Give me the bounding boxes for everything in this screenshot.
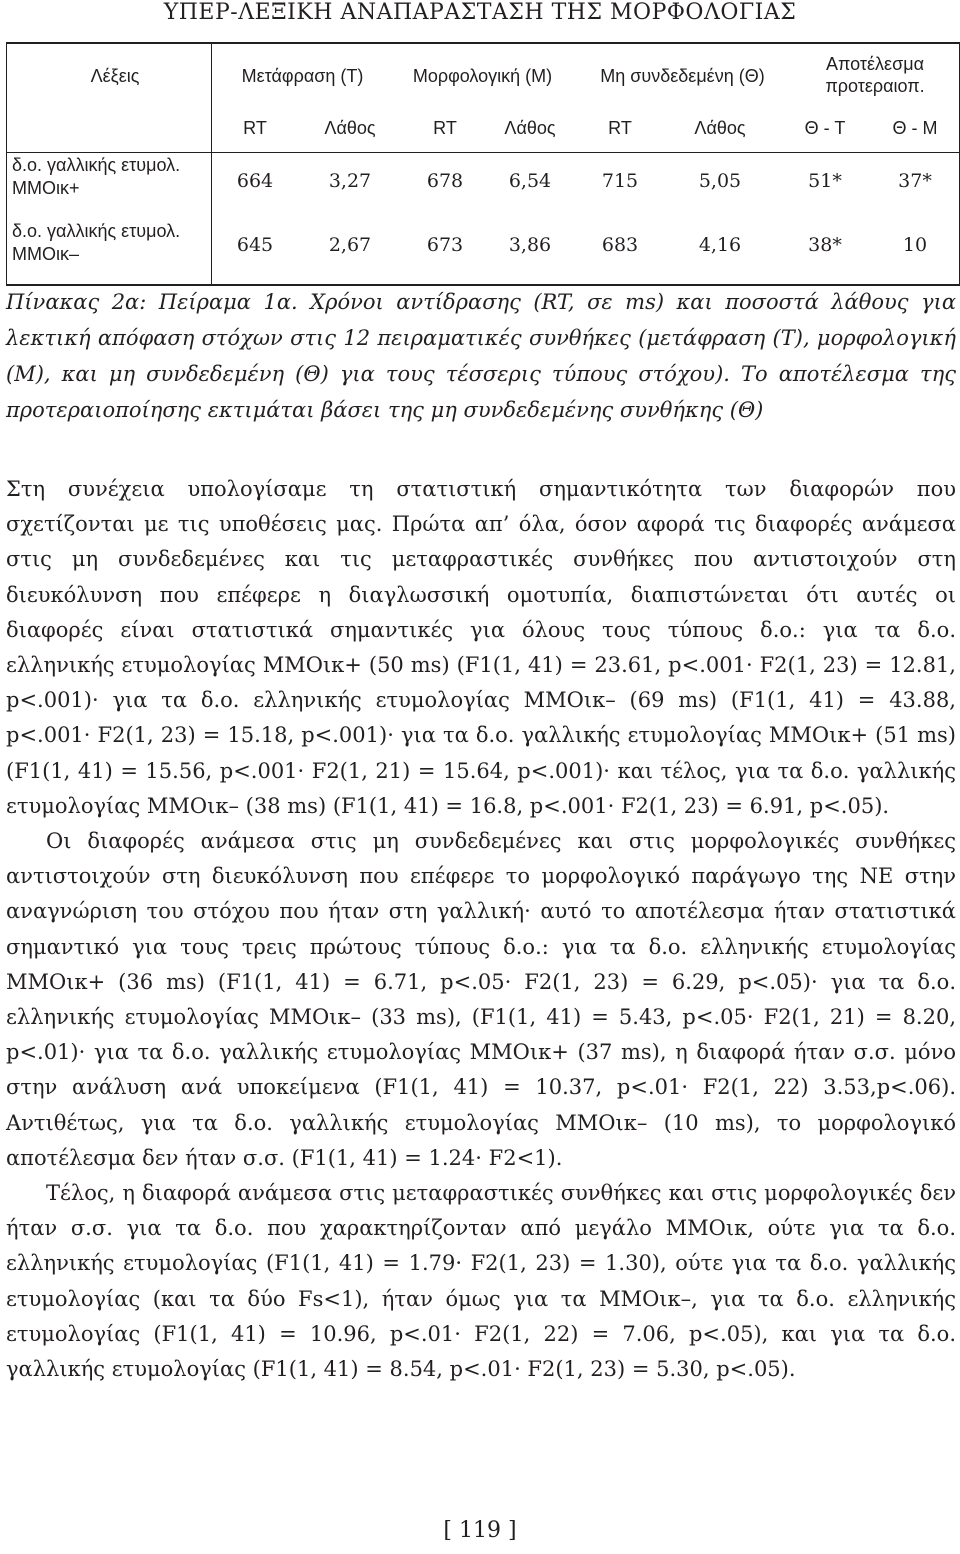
page-title: ΥΠΕΡ-ΛΕΞΙΚΗ ΑΝΑΠΑΡΑΣΤΑΣΗ ΤΗΣ ΜΟΡΦΟΛΟΓΙΑΣ <box>163 0 797 25</box>
row-value: 10 <box>902 234 928 256</box>
row-value: 51* <box>808 170 842 192</box>
row-value: 715 <box>601 170 639 192</box>
subheader-u-minus-t: Θ - Τ <box>804 118 846 138</box>
table-top-rule <box>6 42 960 44</box>
row-value: 673 <box>426 234 464 256</box>
row-value: 6,54 <box>508 170 552 192</box>
table-divider <box>6 152 960 153</box>
header-words: Λέξεις <box>90 66 140 86</box>
subheader-u-minus-m: Θ - Μ <box>892 118 938 138</box>
row-value: 3,27 <box>328 170 372 192</box>
row-value: 37* <box>898 170 932 192</box>
row-value: 678 <box>426 170 464 192</box>
row-label: δ.ο. γαλλικής ετυμολ. ΜΜΟικ+ <box>12 155 181 198</box>
subheader-error-t: Λάθος <box>324 118 376 138</box>
paragraph: Τέλος, η διαφορά ανάμεσα στις μεταφραστικές συνθήκες και στις μορφολογικές δεν ήταν σ.σ. για τα δ.ο. που χαρακτηρίζονταν από μεγάλο ΜΜΟικ, ούτε για τα δ.ο. ελληνικής ετυμολογίας (F1(1, 41) = 1.79· F2(1, 23) = 1.30), ούτε για τα δ.ο. γαλλικής ετυμολογίας (και τα δύο Fs<1), ήταν όμως για τα ΜΜΟικ–, για τα δ.ο. ελληνικής ετυμολογίας (F1(1, 41) = 10.96, p<.01· F2(1, 22) = 7.06, p<.05), και για τα δ.ο. γαλλικής ετυμολογίας (F1(1, 41) = 8.54, p<.01· F2(1, 23) = 5.30, p<.05). <box>6 1181 956 1382</box>
row-value: 2,67 <box>328 234 372 256</box>
row-value: 683 <box>601 234 639 256</box>
page-number: [ 119 ] <box>443 1518 517 1543</box>
body-text <box>6 472 956 1387</box>
results-table <box>0 42 960 286</box>
header-unrelated: Μη συνδεδεμένη (Θ) <box>600 66 765 86</box>
subheader-rt-t: RT <box>243 118 267 138</box>
table-left-rule <box>6 42 7 286</box>
row-value: 4,16 <box>698 234 742 256</box>
paragraph: Οι διαφορές ανάμεσα στις μη συνδεδεμένες και στις μορφολογικές συνθήκες αντιστοιχούν στη διευκόλυνση που επέφερε το μορφολογικό παράγωγο της ΝΕ στην αναγνώριση του στόχου που ήταν στη γαλλική· αυτό το αποτέλεσμα ήταν στατιστικά σημαντικό για τους τρεις πρώτους τύπους δ.ο.: για τα δ.ο. ελληνικής ετυμολογίας ΜΜΟικ+ (36 ms) (F1(1, 41) = 6.71, p<.05· F2(1, 23) = 6.29, p<.05)· για τα δ.ο. ελληνικής ετυμολογίας ΜΜΟικ– (33 ms), (F1(1, 41) = 5.43, p<.05· F2(1, 21) = 8.20, p<.01)· για τα δ.ο. γαλλικής ετυμολογίας ΜΜΟικ+ (37 ms), η διαφορά ήταν σ.σ. μόνο στην ανάλυση ανά υποκείμενα (F1(1, 41) = 10.37, p<.01· F2(1, 22) 3.53,p<.06). Αντιθέτως, για τα δ.ο. γαλλικής ετυμολογίας ΜΜΟικ– (10 ms), το μορφολογικό αποτέλεσμα δεν ήταν σ.σ. (F1(1, 41) = 1.24· F2<1). <box>6 829 956 1170</box>
paragraph: Στη συνέχεια υπολογίσαμε τη στατιστική σημαντικότητα των διαφορών που σχετίζονται με τις υποθέσεις μας. Πρώτα απ’ όλα, όσον αφορά τις διαφορές ανάμεσα στις μη συνδεδεμένες και τις μεταφραστικές συνθήκες που αντιστοιχούν στη διευκόλυνση που επέφερε η διαγλωσσική ομοτυπία, διαπιστώνεται ότι αυτές οι διαφορές είναι στατιστικά σημαντικές για όλους τους τύπους δ.ο.: για τα δ.ο. ελληνικής ετυμολογίας ΜΜΟικ+ (50 ms) (F1(1, 41) = 23.61, p<.001· F2(1, 23) = 12.81, p<.001)· για τα δ.ο. ελληνικής ετυμολογίας ΜΜΟικ– (69 ms) (F1(1, 41) = 43.88, p<.001· F2(1, 23) = 15.18, p<.001)· για τα δ.ο. γαλλικής ετυμολογίας ΜΜΟικ+ (51 ms) (F1(1, 41) = 15.56, p<.001· F2(1, 21) = 15.64, p<.001)· και τέλος, για τα δ.ο. γαλλικής ετυμολογίας ΜΜΟικ– (38 ms) (F1(1, 41) = 16.8, p<.001· F2(1, 23) = 6.91, p<.05). <box>6 477 956 818</box>
row-value: 3,86 <box>508 234 552 256</box>
row-value: 645 <box>236 234 274 256</box>
subheader-error-m: Λάθος <box>504 118 556 138</box>
subheader-rt-m: RT <box>433 118 457 138</box>
header-translation: Μετάφραση (Τ) <box>241 66 364 86</box>
row-label: δ.ο. γαλλικής ετυμολ. ΜΜΟικ– <box>12 221 181 264</box>
table-caption: Πίνακας 2α: Πείραμα 1α. Χρόνοι αντίδρασης (RT, σε ms) και ποσοστά λάθους για λεκτική απόφαση στόχων στις 12 πειραματικές συνθήκες (μετάφραση (Τ), μορφολογική (Μ), και μη συνδεδεμένη (Θ) για τους τέσσερις τύπους στόχου). Το αποτέλεσμα της προτεραιοποίησης εκτιμάται βάσει της μη συνδεδεμένης συνθήκης (Θ) <box>6 290 956 422</box>
subheader-error-u: Λάθος <box>694 118 746 138</box>
header-priming: Αποτέλεσμα προτεραιοπ. <box>825 54 925 96</box>
header-morphological: Μορφολογική (Μ) <box>412 66 553 86</box>
subheader-rt-u: RT <box>608 118 632 138</box>
row-value: 5,05 <box>698 170 742 192</box>
row-value: 38* <box>808 234 842 256</box>
row-value: 664 <box>236 170 274 192</box>
